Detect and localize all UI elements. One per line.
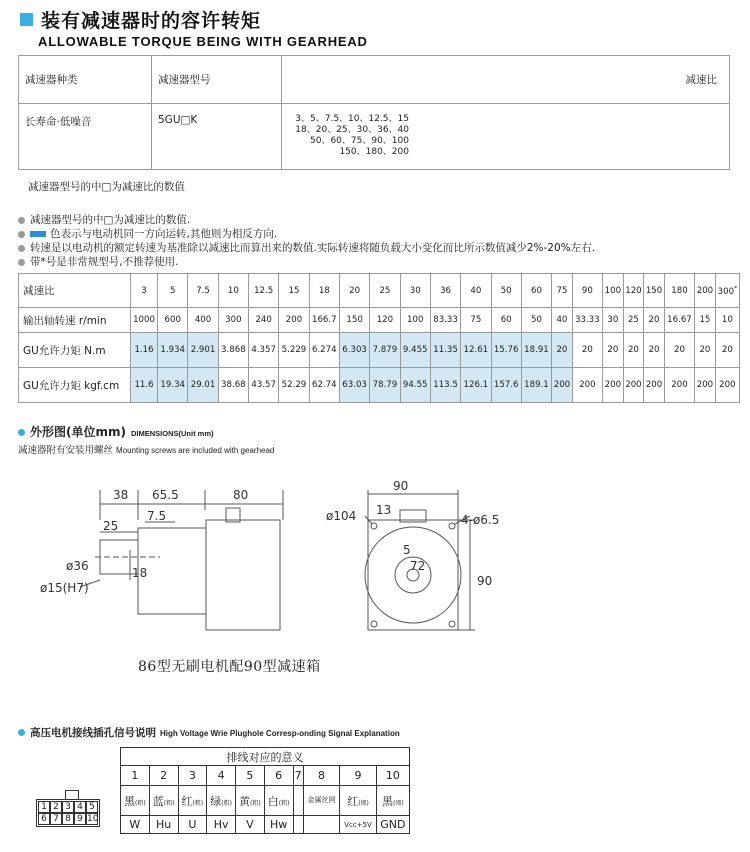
plug-pin: 1	[38, 801, 50, 813]
dim-label: 5	[403, 543, 411, 557]
note-text: 减速器型号的中□为减速比的数值.	[30, 214, 191, 226]
wire-color: 黑(粗)	[121, 786, 150, 816]
dim-label: ø36	[66, 559, 89, 573]
plug-pin: 8	[62, 813, 74, 825]
table-cell: 20	[603, 333, 624, 368]
plug-pin: 4	[74, 801, 86, 813]
table-cell: 50	[491, 274, 521, 308]
table-cell: 20	[715, 333, 739, 368]
table-cell: 5	[158, 274, 188, 308]
row-type: 长寿命·低噪音	[19, 104, 152, 170]
dim-label: 72	[410, 559, 426, 573]
table-cell: 300*	[715, 274, 739, 308]
table-cell: 3	[131, 274, 158, 308]
table-cell: 52.29	[279, 368, 309, 403]
mount-hole	[449, 621, 455, 627]
table-cell: 16.67	[664, 308, 694, 333]
pin-number: 5	[236, 766, 265, 786]
pin-number: 4	[207, 766, 236, 786]
bullet-icon	[18, 245, 25, 252]
plug-pin: 10	[87, 814, 99, 824]
wire-color	[293, 786, 303, 816]
signal-name: W	[121, 816, 150, 834]
table-cell: 1.16	[131, 333, 158, 368]
bullet-icon	[18, 259, 25, 266]
notes-list	[18, 213, 595, 269]
wire-color: 白(粗)	[264, 786, 293, 816]
row-label: GU允许力矩 N.m	[19, 333, 131, 368]
wire-color: 绿(粗)	[207, 786, 236, 816]
table-cell: 7.879	[370, 333, 400, 368]
table-cell: 600	[158, 308, 188, 333]
table-cell: 12.61	[461, 333, 491, 368]
gearhead-outline	[138, 528, 206, 614]
signal-name: U	[178, 816, 207, 834]
col-ratio: 减速比	[282, 56, 730, 104]
pin-number: 1	[121, 766, 150, 786]
title-square-icon	[20, 13, 33, 26]
table-cell: 20	[644, 308, 665, 333]
col-type: 减速器种类	[19, 56, 152, 104]
torque-table	[18, 273, 740, 403]
motor-outline	[206, 520, 280, 630]
plug-pin: 6	[38, 813, 50, 825]
table-cell: 200	[664, 368, 694, 403]
connector-plug	[36, 790, 100, 827]
dim-label: 90	[477, 574, 493, 588]
dim-label: 38	[113, 488, 129, 502]
table-cell: 83.33	[430, 308, 460, 333]
table-cell: 7.5	[188, 274, 218, 308]
table-cell: 38.68	[218, 368, 248, 403]
table-cell: 200	[552, 368, 573, 403]
table-cell: 400	[188, 308, 218, 333]
dim-label: 80	[233, 488, 249, 502]
plug-pin: 5	[86, 801, 98, 813]
table-cell: 94.55	[400, 368, 430, 403]
wire-color: 红(细)	[340, 786, 376, 816]
plug-tab	[65, 790, 79, 799]
table-cell: 100	[400, 308, 430, 333]
table-cell: 300	[218, 308, 248, 333]
table-cell: 200	[695, 274, 716, 308]
dimensions-sub-en: Mounting screws are included with gearhead	[116, 446, 275, 455]
table-cell: 75	[552, 274, 573, 308]
table-cell: 15	[695, 308, 716, 333]
table-cell: 20	[552, 333, 573, 368]
signal-table	[120, 747, 410, 834]
table-cell: 150	[644, 274, 665, 308]
pin-number: 2	[149, 766, 178, 786]
wire-color: 黑(细)	[376, 786, 409, 816]
table-cell: 36	[430, 274, 460, 308]
gearhead-note: 减速器型号的中□为减速比的数值	[28, 181, 185, 193]
signal-name	[293, 816, 303, 834]
table-cell: 10	[218, 274, 248, 308]
dimensions-title	[18, 423, 213, 440]
table-cell: 3.868	[218, 333, 248, 368]
table-cell: 11.35	[430, 333, 460, 368]
table-cell: 126.1	[461, 368, 491, 403]
table-cell: 200	[279, 308, 309, 333]
ratio-line: 50、60、75、90、100	[310, 136, 409, 146]
table-cell: 20	[695, 333, 716, 368]
table-cell: 15	[279, 274, 309, 308]
row-label: 减速比	[19, 274, 131, 308]
table-cell: 20	[572, 333, 602, 368]
dim-label: 90	[393, 480, 409, 493]
dim-label: ø15(H7)	[40, 581, 89, 595]
table-cell: 20	[623, 333, 644, 368]
table-cell: 29.01	[188, 368, 218, 403]
pin-number: 7	[293, 766, 303, 786]
plug-pin: 7	[50, 813, 62, 825]
table-cell: 63.03	[339, 368, 369, 403]
pin-number: 3	[178, 766, 207, 786]
signal-name: V	[236, 816, 265, 834]
drawing-caption: 86型无刷电机配90型减速箱	[138, 659, 321, 675]
table-cell: 19.34	[158, 368, 188, 403]
table-cell: 43.57	[249, 368, 279, 403]
mount-hole	[371, 621, 377, 627]
note-item	[18, 227, 595, 241]
table-cell: 1000	[131, 308, 158, 333]
bullet-icon	[18, 729, 25, 736]
star-mark: *	[734, 284, 738, 292]
table-cell: 75	[461, 308, 491, 333]
note-item	[18, 241, 595, 255]
table-cell: 40	[552, 308, 573, 333]
table-cell: 150	[339, 308, 369, 333]
table-cell: 200	[644, 368, 665, 403]
dimensions-title-cn: 外形图(单位mm)	[30, 425, 126, 439]
ratio-line: 3、5、7.5、10、12.5、15	[295, 114, 409, 124]
title-en: ALLOWABLE TORQUE BEING WITH GEARHEAD	[38, 34, 368, 49]
gearhead-table	[18, 55, 730, 170]
table-cell: 18.91	[521, 333, 551, 368]
table-cell: 120	[370, 308, 400, 333]
bullet-icon	[18, 231, 25, 238]
table-cell: 4.357	[249, 333, 279, 368]
table-cell: 30	[603, 308, 624, 333]
note-text: 转速是以电动机的额定转速为基准除以减速比而算出来的数值.实际转速将随负载大小变化而比所示数值减少2%-20%左右.	[30, 242, 595, 254]
bullet-icon	[18, 217, 25, 224]
plug-pin: 9	[74, 813, 86, 825]
row-model: 5GU□K	[152, 104, 282, 170]
note-item	[18, 255, 595, 269]
wire-color: 黄(粗)	[236, 786, 265, 816]
col-model: 减速器型号	[152, 56, 282, 104]
table-cell: 20	[339, 274, 369, 308]
table-cell: 50	[521, 308, 551, 333]
table-cell: 120	[623, 274, 644, 308]
dim-label: 18	[132, 566, 148, 580]
pin-number: 6	[264, 766, 293, 786]
signal-name: Hw	[264, 816, 293, 834]
ratio-line: 150、180、200	[339, 147, 409, 157]
table-cell: 10	[715, 308, 739, 333]
flange-circle	[365, 527, 461, 623]
table-cell: 20	[644, 333, 665, 368]
pin-number: 8	[303, 766, 340, 786]
table-cell: 2.901	[188, 333, 218, 368]
table-cell: 40	[461, 274, 491, 308]
note-text: 带*号是非常规型号,不推荐使用.	[30, 256, 179, 268]
dim-label: 25	[103, 519, 119, 533]
table-cell: 6.303	[339, 333, 369, 368]
connector-title-cn: 高压电机接线插孔信号说明	[30, 727, 156, 739]
dim-label: 7.5	[147, 509, 167, 523]
dimension-drawing	[0, 480, 750, 650]
pin-number: 10	[376, 766, 409, 786]
dim-label: 65.5	[152, 488, 179, 502]
table-cell: 30	[400, 274, 430, 308]
table-cell: 5.229	[279, 333, 309, 368]
bullet-icon	[18, 429, 25, 436]
table-cell: 240	[249, 308, 279, 333]
dim-label: 4-ø6.5	[461, 513, 500, 527]
ratio-line: 18、20、25、30、36、40	[295, 125, 409, 135]
table-cell: 200	[715, 368, 739, 403]
table-cell: 11.6	[131, 368, 158, 403]
wire-color: 金属丝网	[303, 786, 340, 816]
plug-pin: 3	[62, 801, 74, 813]
connector-title	[18, 725, 400, 740]
table-cell: 6.274	[309, 333, 339, 368]
signal-name: GND	[376, 816, 409, 834]
ratio-list	[282, 104, 730, 170]
table-cell: 33.33	[572, 308, 602, 333]
dimensions-title-en: DIMENSIONS(Unit mm)	[130, 429, 214, 438]
signal-name: Hu	[149, 816, 178, 834]
signal-table-title: 排线对应的意义	[121, 748, 410, 766]
table-cell: 12.5	[249, 274, 279, 308]
table-cell: 60	[521, 274, 551, 308]
table-cell: 18	[309, 274, 339, 308]
title-cn: 装有减速器时的容许转矩	[41, 10, 262, 32]
signal-name: Hv	[207, 816, 236, 834]
dimensions-sub-cn: 减速器附有安装用螺丝	[18, 445, 114, 456]
pin-number: 9	[340, 766, 376, 786]
table-cell: 62.74	[309, 368, 339, 403]
table-cell: 189.1	[521, 368, 551, 403]
signal-name: Vcc+5V	[340, 816, 376, 834]
table-cell: 60	[491, 308, 521, 333]
plug-pin: 2	[50, 801, 62, 813]
wire-color: 蓝(粗)	[149, 786, 178, 816]
table-cell: 15.76	[491, 333, 521, 368]
table-cell: 78.79	[370, 368, 400, 403]
signal-name	[303, 816, 340, 834]
table-cell: 200	[603, 368, 624, 403]
table-cell: 200	[695, 368, 716, 403]
row-label: 输出轴转速 r/min	[19, 308, 131, 333]
page-title	[20, 6, 261, 33]
table-cell: 157.6	[491, 368, 521, 403]
row-label: GU允许力矩 kgf.cm	[19, 368, 131, 403]
table-cell: 180	[664, 274, 694, 308]
table-cell: 25	[623, 308, 644, 333]
table-cell: 166.7	[309, 308, 339, 333]
dim-label: 13	[376, 503, 392, 517]
table-cell: 1.934	[158, 333, 188, 368]
dimensions-subtitle	[18, 442, 274, 456]
dim-label: ø104	[326, 509, 357, 523]
table-cell: 90	[572, 274, 602, 308]
table-cell: 200	[572, 368, 602, 403]
note-text: 色表示与电动机同一方向运转,其他则为相反方向.	[50, 228, 278, 240]
note-item	[18, 213, 595, 227]
table-cell: 20	[664, 333, 694, 368]
connector-title-en: High Voltage Wrie Plughole Corresp-onding Signal Explanation	[160, 729, 400, 738]
table-cell: 9.455	[400, 333, 430, 368]
table-cell: 200	[623, 368, 644, 403]
table-cell: 100	[603, 274, 624, 308]
blue-legend-icon	[30, 231, 46, 237]
mount-hole	[449, 523, 455, 529]
table-cell: 113.5	[430, 368, 460, 403]
plug-body	[36, 799, 100, 827]
front-outline	[368, 520, 458, 630]
wire-color: 红(粗)	[178, 786, 207, 816]
table-cell: 25	[370, 274, 400, 308]
